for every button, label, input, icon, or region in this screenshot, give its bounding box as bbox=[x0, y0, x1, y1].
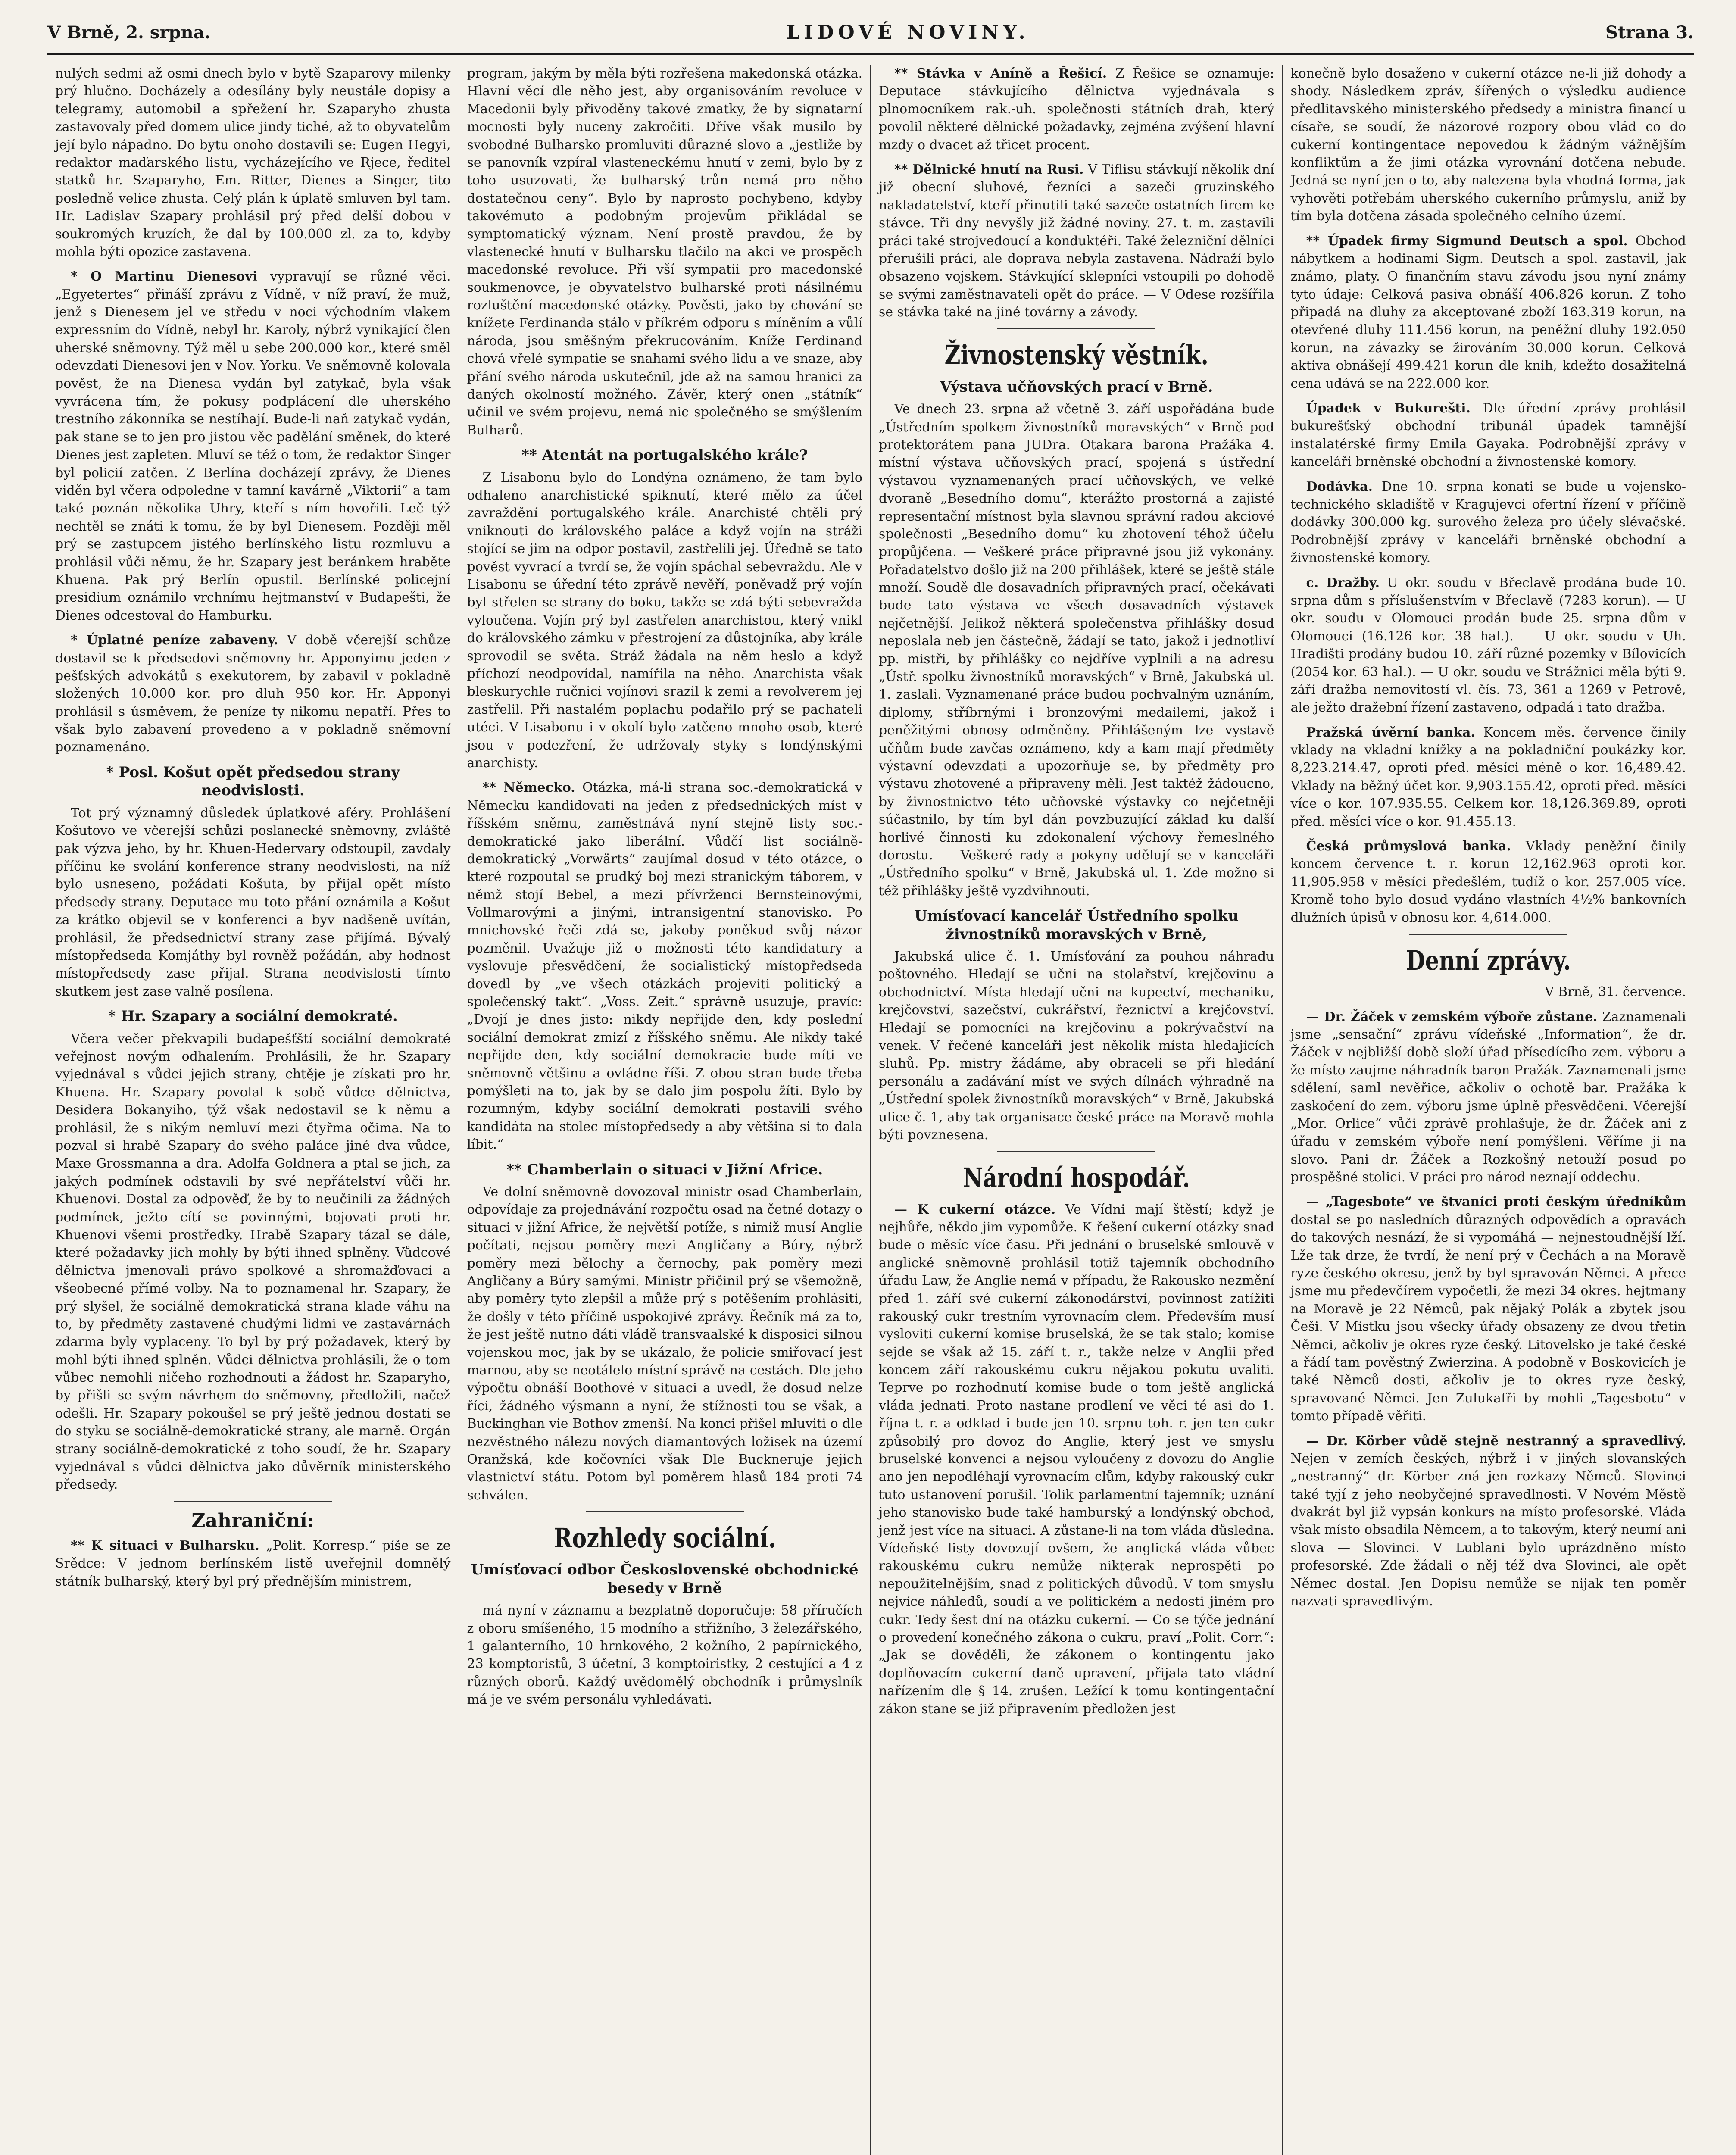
article-headline: Česká průmyslová banka. bbox=[1306, 839, 1511, 854]
article-text: Z Lisabonu bylo do Londýna oznámeno, že tam bylo odhaleno anarchistické spiknutí, které mělo za účel zavraždění portugalského krále. Anarchisté chtěli prý vniknouti do královského paláce a když vojín na stráži stojící se jim na odpor postavil, zastřelili jej. Úředně se tato pověst vyvrací a tvrdí se, že vojín spáchal sebevraždu. Ale v Lisabonu se úřední této zprávě nevěří, poněvadž prý vojín byl střelen se strany do boku, takže se zdá býti sebevražda vyloučena. Vojín prý byl zastřelen anarchistou, který vnikl do královského zámku v přestrojení za důstojníka, aby krále sprovodil se světa. Stráž žádala na něm heslo a když příchozí neodpovídal, namířila na něho. Anarchista však bleskurychle ručnici vojínovi srazil k zemi a revolverem jej zastřelil. Při nastalém poplachu podařilo prý se pachateli utéci. V Lisabonu i v okolí bylo zatčeno mnoho osob, které jsou v podezření, že udržovaly styky s londýnskými anarchisty. bbox=[467, 470, 862, 771]
column-3 bbox=[870, 65, 1282, 2155]
article-headline: — K cukerní otázce. bbox=[894, 1202, 1056, 1217]
article-headline: ** Dělnické hnutí na Rusi. bbox=[894, 162, 1084, 177]
header-rule bbox=[47, 53, 1694, 55]
article-headline: — „Tagesbote“ ve štvaníci proti českým úředníkům bbox=[1306, 1194, 1686, 1210]
article-paragraph bbox=[1291, 400, 1686, 471]
article-paragraph bbox=[467, 779, 863, 1153]
article-headline: * Posl. Košut opět předsedou strany neodvislosti. bbox=[106, 763, 400, 800]
article-text: dostal se po nasledních důrazných odpovědích a opravách do takových nesnází, že si vypomáhá — nejnestoudnější lží. Lže tak drze, že tvrdí, že není prý v Čechách a na Moravě ryze českého okresu, jenž by byl spravován Němci. A přece jsme mu předevčírem vypočetli, že mezi 34 okres. hejtmany na Moravě je 22 Němců, pak nějaký Polák a zbytek jsou Češi. V Místku jsou všecky úřady obsazeny ze dvou třetin Němci, ačkoliv je okres ryze český. Litovelsko je také české a řádí tam pověstný Zwierzina. A podobně v Boskovicích je také Němců dosti, ačkoliv je to okres ryze český, spravované Němci. Jen Zulukafři by mohli „Tagesbotu“ v tomto případě věřiti. bbox=[1290, 1212, 1686, 1424]
article-headline: Dodávka. bbox=[1306, 479, 1373, 494]
section-title: Živnostenský věstník. bbox=[944, 339, 1209, 371]
article-paragraph bbox=[1291, 232, 1686, 393]
page-header bbox=[47, 13, 1694, 52]
article-text: vypravují se různé věci. „Egyetertes“ přináší zprávu z Vídně, v níž praví, že muž, jenž s Dienesem jel ve středu v noci východním vlakem expressním do Vídně, nebyl hr. Karoly, nýbrž vynikající člen uherské sněmovny. Týž měl u sebe 200.000 kor., které směl odevzdati Dienesovi jen v Nov. Yorku. Ve sněmovně kolovala pověst, že na Dienesa vydán byl zatykač, byla však vyvrácena tím, že pokusy podplácení dle uherského trestního zákonníka se nestíhají. Bude-li naň zatykač vydán, pak stane se to jen pro jistou věc padělání směnek, do které Dienes jest zapleten. Mluví se též o tom, že redaktor Singer byl policií zatčen. Z Berlína docházejí zprávy, že Dienes viděn byl včera odpoledne v tamní kavárně „Viktorii“ a tam také poznán několika Uhry, kteří s ním hovořili. Leč týž nechtěl se znáti k tomu, že by byl Dienesem. Později měl prý se zastupcem jistého berlínského listu rozmluvu a prohlásil vůči němu, že hr. Szapary jest beránkem hraběte Khuena. Pak prý Berlín opustil. Berlínské policejní presidium oznámilo vrchnímu hejtmanství v Budapešti, že Dienes odcestoval do Hamburku. bbox=[55, 269, 451, 623]
masthead: LIDOVÉ NOVINY. bbox=[786, 21, 1030, 44]
article-text: Obchod nábytkem a hodinami Sigm. Deutsch a spol. zastavil, jak známo, platy. O finančním stavu závodu jsou nyní známy tyto údaje: Celková pasiva obnáší 406.826 korun. Z toho připadá na dluhy za akceptované zboží 163.319 korun, na otevřené dluhy 111.456 korun, na peněžní dluhy 192.050 korun, na závazky se žirováním 30.000 korun. Celková aktiva obnášejí 499.421 korun dle knih, kdežto dosažitelná cena udává se na 222.000 kor. bbox=[1290, 233, 1686, 391]
article-paragraph bbox=[1291, 1193, 1686, 1425]
article-headline: ** K situaci v Bulharsku. bbox=[71, 1538, 259, 1553]
article-text: Zaznamenali jsme „sensační“ zprávu vídeňské „Information“, že dr. Žáček v nejbližší době složí úřad přísedícího zem. výboru a že místo zaujme náhradník baron Pražák. Zaznamenali jsme sdělení, saml nevěřice, ačkoliv o ochotě bar. Pražáka k zaskočení do zem. výboru jsme úplně přesvědčeni. Včerejší „Mor. Orlice“ vůči zprávě prohlašuje, že dr. Žáček ani z úřadu v zemském výboře není pomýšleni. Věříme ji na slovo. Pani dr. Žáček a Rozkošný netouží posud po prospěšné stolici. V práci pro národ neznají oddechu. bbox=[1290, 1009, 1686, 1185]
article-headline: ** Stávka v Aníně a Řešicí. bbox=[894, 66, 1107, 81]
column-1 bbox=[47, 65, 459, 2155]
article-paragraph bbox=[55, 1537, 451, 1590]
article-text: Včera večer překvapili budapešťští sociální demokraté veřejnost novým odhalením. Prohlásili, že hr. Szapary vyjednával s vůdci jejich strany, chtěje je získati pro hr. Khuena. Hr. Szapary povolal k sobě vůdce dělnictva, Desidera Bokanyiho, týž však nedostavil se k němu a prohlásil, že s nikým nemluví mezi čtyřma očima. Na to pozval si hrabě Szapary do svého paláce jiné dva vůdce, Maxe Grossmanna a dra. Adolfa Goldnera a ptal se jich, za jakých podmínek odstavili by své nepřátelství vůči hr. Khuenovi. Dostal za odpověď, že by to neučinili za žádných podmínek, ježto cítí se povinnými, bojovati proti hr. Khuenovi všemi prostředky. Hrabě Szapary tázal se dále, které požadavky jich mohly by býti ihned splněny. Vůdcové dělnictva jmenovali právo spolkové a shromažďovací a všeobecné přímé volby. Na to poznamenal hr. Szapary, že prý slyšel, že sociálně demokratická strana klade váhu na to, by předměty zastavené chudými lidmi ve zastavárnách zdarma byly vyplaceny. To byl by prý požadavek, který by mohl býti ihned splněn. Vůdci dělnictva prohlásili, že o tom vůbec nemohli ničeho rozhodnouti a žádost hr. Szaparyho, by přišli se svým návrhem do sněmovny, předložili, načež odešli. Hr. Szapary pokoušel se prý ještě jednou dostati se do styku se sociálně-demokratické strany, ale marně. Orgán strany sociálně-demokratické z toho soudí, že hr. Szapary vyjednával s vůdci dělnictva jako důvěrník ministerského předsedy. bbox=[55, 1031, 451, 1493]
article-paragraph bbox=[55, 631, 451, 756]
section-title: Národní hospodář. bbox=[963, 1162, 1190, 1194]
column-4 bbox=[1282, 65, 1694, 2155]
article-paragraph bbox=[1291, 1008, 1686, 1187]
article-headline: c. Dražby. bbox=[1306, 575, 1380, 590]
dateline: V Brně, 31. července. bbox=[1545, 984, 1686, 1000]
article-headline: ** Chamberlain o situaci v Jižní Africe. bbox=[506, 1161, 823, 1178]
article-text: konečně bylo dosaženo v cukerní otázce ne-li již dohody a shody. Následkem zpráv, šířených o výsledku audience předlitavského ministerského předsedy a ministra financí u císaře, se soudí, že názorové rozpory obou vlád co do cukerní kontingentace nepovedou k žádným vážnějším konfliktům a že jimi otázka vyrovnání dotčena nebude. Jedná se nyní jen o to, aby nalezena byla vhodná forma, jak vyhověti potřebám uherského cukerního průmyslu, aniž by tím byla dotčena zásada společného celního území. bbox=[1290, 66, 1686, 224]
article-text: V Tiflisu stávkují několik dní již obecní sluhové, řezníci a sazeči gruzinského nakladatelství, kteří přinutili také sazeče ostatních firem ke stávce. Tři dny nevyšly již žádné noviny. 27. t. m. zastavili práci také strojvedoucí a konduktéři. Také železniční dělníci přerušili práci, ale doprava nebyla zastavena. Nádraží bylo obsazeno vojskem. Stávkující sklepníci vstoupili po dohodě se svými zaměstnavateli opět do práce. — V Odese rozšířila se stávka také na jiné továrny a závody. bbox=[879, 162, 1274, 320]
article-headline: ** Úpadek firmy Sigmund Deutsch a spol. bbox=[1306, 233, 1628, 249]
article-text: Nejen v zemích českých, nýbrž i v jiných slovanských „nestranný“ dr. Körber zná jen rozkazy Němců. Slovinci také tyjí z jeho neobyčejné spravedlnosti. V Novém Městě dvakrát byl již vypsán konkurs na místo profesorské. Vláda však místo obsadila Němcem, a to takovým, který neumí ani slova — Slovinci. V Lublani bylo uprázdněno místo profesorské. Zde žádali o něj též dva Slovinci, ale opět Němec dostal. Jen Dopisu nemůže se nijak ten poměr nazvati spravedlivým. bbox=[1290, 1451, 1686, 1609]
article-headline: Pražská úvěrní banka. bbox=[1306, 725, 1475, 740]
article-text: Ve dolní sněmovně dovozoval ministr osad Chamberlain, odpovídaje za projednávání rozpočtu osad na četné dotazy o situaci v jižní Africe, že největší potíže, s nimiž musí Anglie počítati, nejsou poměry mezi Angličany a Búry, nýbrž poměry mezi bělochy a černochy, pak poměry mezi Angličany a Búry samými. Ministr přičinil prý se všemožně, aby poměry tyto zlepšil a může prý s potěšením prohlásiti, že došly v této příčině uspokojivé zprávy. Řečník má za to, že jest ještě nutno dáti vládě transvaalské k disposici silnou vojenskou moc, jak by se ukázalo, že policie smiřovací jest marnou, aby se neotálelo místní správě na cestách. Dle jeho výpočtu obnáší Boothové v situaci a uvedl, že dosud nelze říci, žádného výsmann a nyní, že stížnosti tou se však, a Buckinghan vie Bothov zmenší. Na konci přišel mluviti o dle nezvěstného nálezu nových diamantových ložisek na území Oranžská, kde kočovníci však Dle Buckneruje jejich vlastnictví státu. Potom byl poměrem hlasů 184 proti 74 schválen. bbox=[467, 1184, 862, 1503]
article-text: Z Řešice se oznamuje: Deputace stávkujícího dělnictva vyjednávala s plnomocníkem rak.-uh. společnosti státních drah, který povolil některé dělnické požadavky, zejména zvýšení hlavní mzdy o dvacet až třicet procent. bbox=[879, 66, 1274, 153]
article-paragraph bbox=[55, 268, 451, 625]
page-number: Strana 3. bbox=[1605, 22, 1694, 43]
article-text: Otázka, má-li strana soc.-demokratická v Německu kandidovati na jeden z předsednických míst v říšském sněmu, zaměstnává nyní stejně listy soc.-demokratické jako liberální. Vůdčí list sociálně-demokratický „Vorwärts“ zaujímal dosud v této otázce, o které rozpoutal se prudký boj mezi stranickým táborem, v němž stojí Bebel, a mezi přívrženci Bernsteinovými, Vollmarovými a jinými, intransigentní stanovisko. Po mnichovské řeči zdá se, jakoby poněkud svůj názor pozměnil. Uvažuje již o možnosti této kandidatury a vyslovuje přesvědčení, že socialistický místopředseda dovedl by „ve všech otázkách projeviti politický a společenský takt“. „Voss. Zeit.“ správně usuzuje, pravíc: „Dvojí je dnes jisto: nikdy nepřijde den, kdy poslední sociální demokrat zmizí z říšského sněmu. Ale nikdy také nepřijde den, kdy sociální demokracie bude míti ve sněmovně většinu a ovládne říši. Z obou stran bude třeba pomýšleti na to, jak by se dalo jim pospolu žíti. Bylo by rozumným, kdyby sociální demokrati postavili svého kandidáta na stolec místopředsedy a aby většina si to dala líbit.“ bbox=[467, 780, 862, 1152]
article-paragraph bbox=[1291, 1432, 1686, 1611]
article-headline: — Dr. Körber vůdě stejně nestranný a spravedlivý. bbox=[1306, 1433, 1686, 1449]
article-headline: ** Atentát na portugalského krále? bbox=[521, 447, 808, 464]
article-headline: Výstava učňovských prací v Brně. bbox=[940, 378, 1213, 396]
article-text: V době včerejší schůze dostavil se k předsedovi sněmovny hr. Apponyimu jeden z pešťských advokátů s exekutorem, by zabavil v pokladně složených 10.000 kor. pro dluh 950 kor. Hr. Apponyi prohlásil s úsměvem, že peníze ty nikomu nepatří. Přes to však bylo zabavení provedeno a v pokladně sněmovní poznamenáno. bbox=[55, 633, 451, 755]
article-text: program, jakým by měla býti rozřešena makedonská otázka. Hlavní věcí dle něho jest, aby organisováním revoluce v Macedonii byly přivoděny takové zmatky, že by signatarní mocnosti byly nuceny zakročiti. Dříve však musilo by svobodné Bulharsko promluviti důrazné slovo a „jestliže by se panovník vzpíral vlasteneckému hnutí v zemi, bylo by z toho usuzovati, že bulharský trůn nemá pro něho dostatečnou ceny“. Bylo by naprosto pochybeno, kdyby takovémuto a podobným projevům přikládal se symptomatický význam. Není prostě pravdou, že by vlastenecké hnutí v Bulharsku tlačilo na akci ve prospěch macedonské revoluce. Při vší sympatii pro macedonské soukmenovce, je obyvatelstvo bulharské proti násilnému rozluštění macedonské otázky. Pověsti, jako by chování se knížete Ferdinanda stálo v příkrém odporu s míněním a vůlí národa, jsou směšným překrucováním. Kníže Ferdinand chová vřelé sympatie se snahami svého lidu a ve snaze, aby přání svého národa uskutečnil, jde až na samou hranici za daných okolností možného. Závěr, který onen „státník“ učinil ve svém projevu, nemá nic společného se smýšlením Bulharů. bbox=[467, 66, 862, 438]
article-headline: * O Martinu Dienesovi bbox=[71, 269, 258, 284]
article-headline: Úpadek v Bukurešti. bbox=[1306, 401, 1471, 416]
column-2 bbox=[459, 65, 871, 2155]
article-text: má nyní v záznamu a bezplatně doporučuje: 58 příručích z oboru smíšeného, 15 modního a střižního, 3 železářského, 1 galanterního, 10 hrnkového, 2 kožního, 2 papírnického, 23 komptoristů, 3 účetní, 3 komptoiristky, 2 cestující a 4 z různých oborů. Každý uvědomělý obchodník i průmyslník má je ve svém personálu vyhledávati. bbox=[467, 1603, 862, 1708]
section-title: Denní zprávy. bbox=[1406, 944, 1571, 976]
section-divider bbox=[174, 1501, 332, 1502]
section-divider bbox=[997, 1151, 1155, 1152]
article-text: Koncem měs. července činily vklady na vkladní knížky a na pokladniční poukázky kor. 8,223.214.47, oproti před. měsíci méně o kor. 16,489.42. Vklady na běžný účet kor. 9,903.155.42, oproti před. měsíci více o kor. 107.935.55. Celkem kor. 18,126.369.89, oproti před. měsíci více o kor. 91.455.13. bbox=[1290, 725, 1686, 829]
section-title: Zahraniční: bbox=[191, 1509, 315, 1532]
article-paragraph bbox=[1291, 478, 1686, 567]
article-headline: ** Německo. bbox=[482, 780, 575, 796]
article-text: Dle úřední zprávy prohlásil bukurešťský obchodní tribunál úpadek tamnější instalatérské firmy Emila Gayaka. Podrobnější zprávy v kanceláři brněnské obchodní a živnostenské komory. bbox=[1290, 401, 1686, 470]
section-divider bbox=[997, 328, 1155, 329]
article-text: Dne 10. srpna konati se bude u vojensko-technického skladiště v Kragujevci ofertní řízení v příčině dodávky 300.000 kg. surového železa pro účely slévačské. Podrobnější zprávy v kanceláři brněnské obchodní a živnostenské komory. bbox=[1290, 479, 1686, 566]
article-headline: Umísťovací kancelář Ústředního spolku živnostníků moravských v Brně, bbox=[914, 907, 1239, 943]
article-text: „Polit. Korresp.“ píše se ze Srědce: V jednom berlínském listě uveřejnil domnělý státník bulharský, který byl prý přednějším ministrem, bbox=[55, 1538, 451, 1589]
article-text: nulých sedmi až osmi dnech bylo v bytě Szaparovy milenky prý hlučno. Docházely a odesílány byly neustále dopisy a telegramy, automobil a spřežení hr. Szaparyho zhusta zastavovaly před domem ulice jindy tiché, až to obyvatelům její bylo nápadno. Do bytu onoho dostavili se: Eugen Hegyi, redaktor maďarského listu, vycházejícího ve Rjece, ředitel statků hr. Szaparyho, Em. Ritter, Dienes a Singer, tito posledně velice zhusta. Celý plán k úplatě smluven byl tam. Hr. Ladislav Szapary prohlásil prý před delší dobou v soukromých kruzích, že dal by 100.000 zl. za to, kdyby mohla býti opozice zastavena. bbox=[55, 66, 451, 259]
article-paragraph bbox=[879, 161, 1274, 322]
header-dateline: V Brně, 2. srpna. bbox=[47, 22, 211, 43]
article-text: Jakubská ulice č. 1. Umísťování za pouhou náhradu poštovného. Hledají se učni na stolařství, krejčovinu a obchodnictví. Místa hledají učni na kupectví, mechaniku, krejčovství, sazečství, cukrářství, řeznictví a krejčovství. Hledají se pomocníci na krejčovinu a pokrývačství na venek. V řečené kanceláři jest několik místa hledajících sluhů. Pp. mistry žádáme, aby obraceli se při hledání personálu a zadávání míst ve svých dílnách výhradně na „Ústřední spolek živnostníků moravských“ v Brně, Jakubská ulice č. 1, aby tak organisace české práce na Moravě mohla býti povznesena. bbox=[879, 949, 1274, 1143]
article-paragraph bbox=[1291, 724, 1686, 831]
article-paragraph bbox=[1291, 837, 1686, 927]
article-text: Tot prý významný důsledek úplatkové aféry. Prohlášení Košutovo ve včerejší schůzi poslanecké sněmovny, zvláště pak výzva jeho, by hr. Khuen-Hedervary odstoupil, zavdaly příčinu ke svolání konference strany neodvislosti, na níž bylo usneseno, požádati Košuta, by přijal opět místo předsedy strany. Deputace mu toto přání oznámila a Košut za krátko objevil se v konferenci a byv nadšeně uvítán, prohlásil, že předsednictví strany zase přijímá. Bývalý místopředseda Komjáthy byl rovněž požádán, aby hodnost místopředsedy zase přijal. Strana neodvislosti tímto skutkem jest zase valně posílena. bbox=[55, 805, 451, 999]
article-headline: * Úplatné peníze zabaveny. bbox=[71, 633, 278, 648]
article-paragraph bbox=[879, 1201, 1274, 1718]
article-headline: — Dr. Žáček v zemském výboře zůstane. bbox=[1306, 1009, 1598, 1024]
article-paragraph bbox=[879, 65, 1274, 154]
section-divider bbox=[586, 1511, 744, 1512]
article-headline: * Hr. Szapary a sociální demokraté. bbox=[108, 1008, 398, 1025]
article-text: Ve Vídni mají štěstí; když je nejhůře, někdo jim vypomůže. K řešení cukerní otázky snad bude o měsíc více času. Při jednání o bruselské smlouvě v anglické sněmovně prohlásil totiž tajemník obchodního úřadu Law, že Anglie nemá v případu, že Rakousko nezmění před 1. září své cukerní zákonodárství, povinnost zatížiti rakouský cukr trestním vyrovnacím clem. Především musí vysloviti cukerní komise bruselská, že se tak stalo; komise sejde se však až 15. září t. r., takže nelze v Anglii před koncem září rakouskému cukru nějakou pokutu uvaliti. Teprve po rozhodnutí komise bude o tom ještě anglická vláda jednati. Proto nastane prodlení ve věci té asi do 1. října t. r. a odklad i bude jen 10. srpnu toh. r. jen ten cukr způsobilý pro dovoz do Anglie, který jest ve smyslu bruselské konvenci a nejsou vyloučeny z dovozu do Anglie ano jen nepodléhají vyrovnacím clům, kdyby rakouský cukr tuto ustanovení porušil. Tolik parlamentní tajemník; uznání jeho stanovisko bude také hamburský a londýnský obchod, jenž jest více na situaci. A zůstane-li na tom vláda důsledna. Vídeňské listy dovozují ovšem, že anglická vláda vůbec rakouskému cukru nemůže nikterak neprospěti po nepoužitelnějším, snad z politických důvodů. V tom smyslu nejvíce náhledů, soudí a ve politickém a nedosti jiném pro cukr. Tedy šest dní na otázku cukerní. — Co se týče jednání o provedení konečného zákona o cukru, praví „Polit. Corr.“: „Jak se dověděli, že zákonem o kontingentu jako doplňovacím cukerní daně upravení, přijala tato vládní nařízením dle § 14. zrušen. Ležící k tomu kontingentační zákon stane se již připravením předložen jest bbox=[879, 1202, 1274, 1717]
article-paragraph bbox=[1291, 574, 1686, 717]
section-divider bbox=[1409, 934, 1567, 935]
columns bbox=[47, 65, 1694, 2155]
article-text: U okr. soudu v Břeclavě prodána bude 10. srpna dům s příslušenstvím v Břeclavě (7283 korun). — U okr. soudu v Olomouci prodán bude 25. srpna dům v Olomouci (16.126 kor. 38 hal.). — U okr. soudu v Uh. Hradišti prodány budou 10. září různé pozemky v Bílovicích (2054 kor. 63 hal.). — U okr. soudu ve Strážnici měla býti 9. září dražba nemovitostí vl. čís. 73, 361 a 1269 v Petrově, ale ježto dražební řízení zastaveno, odpadá i tato dražba. bbox=[1290, 575, 1686, 715]
article-text: Vklady peněžní činily koncem července t. r. korun 12,162.963 oproti kor. 11,905.958 v měsíci předešlém, tudíž o kor. 257.005 více. Kromě toho bylo dosud vydáno vlastních 4½% bankovních dlužních úpisů v obnosu kor. 4,614.000. bbox=[1290, 839, 1686, 925]
article-text: Ve dnech 23. srpna až včetně 3. září uspořádána bude „Ústředním spolkem živnostníků moravských“ v Brně pod protektorátem pana JUDra. Otakara barona Pražáka 4. místní výstava učňovských prací, spojená s ústřední výstavou vyznamenaných prací učňovských, ve velké dvoraně „Besedního domu“, kterážto prostorná a zajisté representační místnost byla slavnou správní radou akciové společnosti „Besedního domu“ ku zhotovení téhož účelu propůjčena. — Veškeré práce připravné jsou již vykonány. Pořadatelstvo došlo již na 200 přihlášek, které se ještě stále množí. Soudě dle dosavadních připravných prací, očekávati bude tato výstava ve všech dosavadních výstavek nejčetnější. Jelikož některá společenstva přihlášky dosud neposlala neb jen částečně, žádají se tato, jakož i jednotliví pp. mistři, by přihlášky co nejdříve vyplnili a na adresu „Ústř. spolku živnostníků moravských“ v Brně, Jakubská ul. 1. zaslali. Vyznamenané práce budou pochvalným uznáním, diplomy, stříbrnými i bronzovými medailemi, jakož i peněžitými obnosy odměněny. Přihlášeným lze vystavě učňům bude zavčas oznámeno, kdy a kam mají předměty výstavní odevzdati a upozorňuje se, by předměty pro výstavu zhotovené a připraveny měli. Jest taktéž žádoucno, by živnostnictvo této učňovské výstavky co nejčetněji súčastnilo, by tím byl dán povzbuzující základ ku další horlivé činnosti ku zdokonalení výchovy řemeslného dorostu. — Veškeré rady a pokyny udělují se v kanceláři „Ústředního spolku“ v Brně, Jakubská ul. 1. Zde možno si též přihlášky ještě vyzdvihnouti. bbox=[879, 402, 1274, 899]
section-title: Rozhledy sociální. bbox=[553, 1522, 776, 1554]
article-headline: Umísťovací odbor Československé obchodnické besedy v Brně bbox=[471, 1561, 859, 1597]
